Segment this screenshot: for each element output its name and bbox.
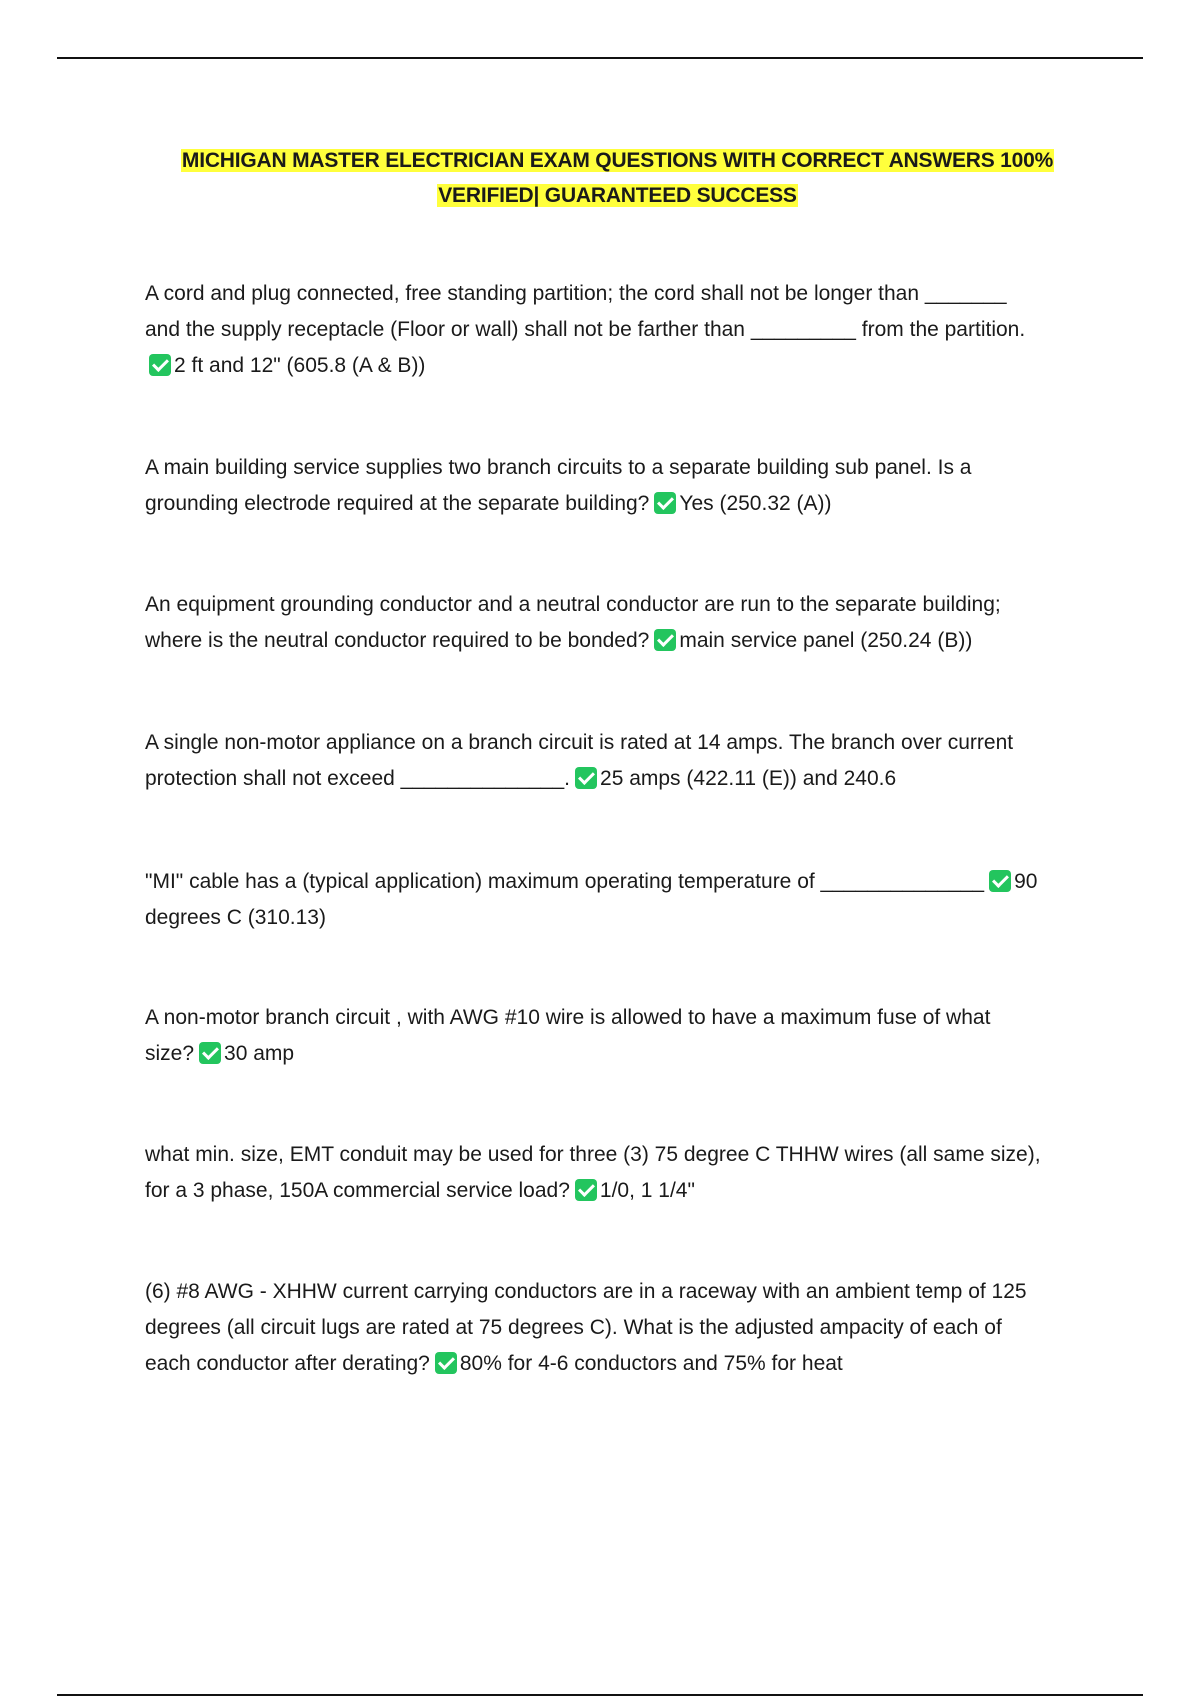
check-icon	[575, 767, 597, 789]
answer-text: 90	[1014, 870, 1038, 893]
answer-text: 25 amps (422.11 (E)) and 240.6	[600, 767, 897, 790]
check-icon	[149, 354, 171, 376]
answer-text: Yes (250.32 (A))	[679, 492, 832, 515]
check-icon	[199, 1042, 221, 1064]
title-line-2: VERIFIED| GUARANTEED SUCCESS	[438, 184, 797, 207]
question-text: A single non-motor appliance on a branch circuit is rated at 14 amps. The branch over current	[145, 731, 1014, 754]
question-text: A non-motor branch circuit , with AWG #10 wire is allowed to have a maximum fuse of what	[145, 1006, 991, 1029]
question-block	[145, 1000, 1090, 1072]
question-text: each conductor after derating?	[145, 1352, 430, 1375]
answer-text: 30 amp	[224, 1042, 295, 1065]
question-text: what min. size, EMT conduit may be used for three (3) 75 degree C THHW wires (all same size),	[145, 1143, 1041, 1166]
question-block	[145, 1274, 1090, 1382]
question-text: and the supply receptacle (Floor or wall) shall not be farther than _________ from the partition.	[145, 318, 1026, 341]
question-text: for a 3 phase, 150A commercial service load?	[145, 1179, 570, 1202]
question-text: "MI" cable has a (typical application) maximum operating temperature of ______________	[145, 870, 985, 893]
question-text: An equipment grounding conductor and a neutral conductor are run to the separate building;	[145, 593, 1001, 616]
check-icon	[435, 1352, 457, 1374]
question-text: A main building service supplies two branch circuits to a separate building sub panel. Is a	[145, 456, 972, 479]
question-block	[145, 587, 1090, 659]
check-icon	[989, 870, 1011, 892]
bottom-rule	[57, 1694, 1143, 1696]
question-text: degrees C (310.13)	[145, 906, 326, 929]
question-block	[145, 1137, 1090, 1209]
question-block	[145, 276, 1090, 384]
check-icon	[575, 1179, 597, 1201]
question-block	[145, 450, 1090, 522]
question-text: size?	[145, 1042, 195, 1065]
check-icon	[654, 492, 676, 514]
check-icon	[654, 629, 676, 651]
question-text: (6) #8 AWG - XHHW current carrying conductors are in a raceway with an ambient temp of 125	[145, 1280, 1027, 1303]
answer-text: 1/0, 1 1/4"	[599, 1179, 695, 1202]
question-text: grounding electrode required at the separate building?	[145, 492, 650, 515]
answer-text: 2 ft and 12" (605.8 (A & B))	[174, 354, 426, 377]
answer-text: 80% for 4-6 conductors and 75% for heat	[459, 1352, 843, 1375]
question-text: where is the neutral conductor required to be bonded?	[145, 629, 650, 652]
question-text: degrees (all circuit lugs are rated at 75 degrees C). What is the adjusted ampacity of each of	[145, 1316, 1002, 1339]
answer-text: main service panel (250.24 (B))	[679, 629, 973, 652]
top-rule	[57, 57, 1143, 59]
document-title	[145, 143, 1090, 213]
question-text: A cord and plug connected, free standing partition; the cord shall not be longer than _______	[145, 282, 1007, 305]
question-block	[145, 864, 1090, 936]
question-block	[145, 725, 1090, 797]
question-text: protection shall not exceed ______________.	[145, 767, 571, 790]
title-line-1: MICHIGAN MASTER ELECTRICIAN EXAM QUESTIONS WITH CORRECT ANSWERS 100%	[181, 149, 1054, 172]
